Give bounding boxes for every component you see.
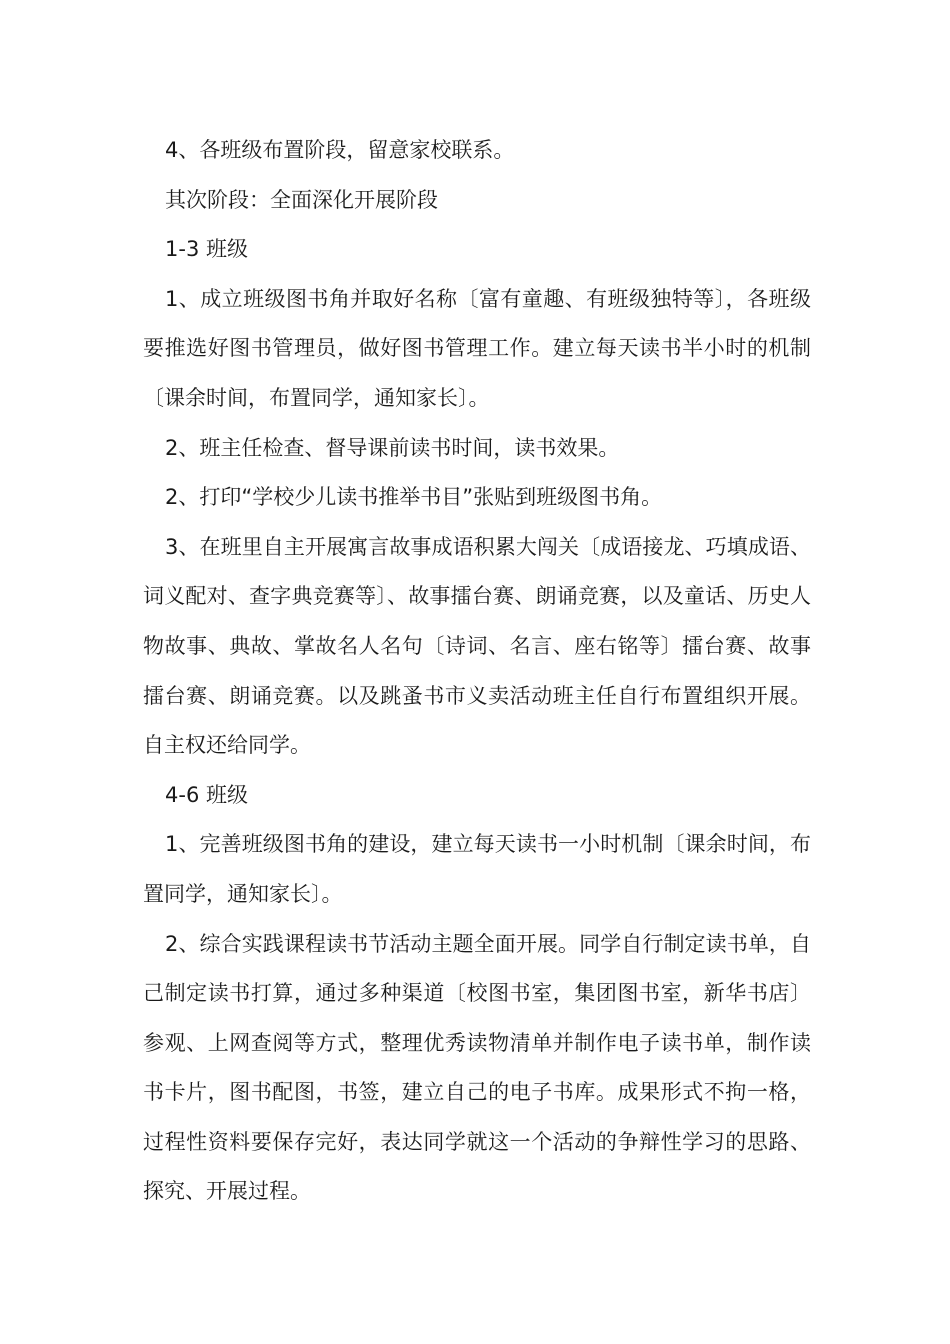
paragraph-book-corner: 1、成立班级图书角并取好名称〔富有童趣、有班级独特等〕，各班级要推选好图书管理员，做好图书管理工作。建立每天读书半小时的机制〔课余时间，布置同学，通知家长〕。 [143, 286, 811, 410]
heading-grades-4-6: 4-6 班级 [165, 782, 248, 807]
paragraph-improve-book-corner: 1、完善班级图书角的建设，建立每天读书一小时机制〔课余时间，布置同学，通知家长〕。 [143, 832, 811, 906]
paragraph-idiom-contest: 3、在班里自主开展寓言故事成语积累大闯关〔成语接龙、巧填成语、词义配对、查字典竞赛等〕、故事擂台赛、朗诵竞赛，以及童话、历史人物故事、典故、掌故名人名句〔诗词、名言、座右铭等〕擂台赛、故事擂台赛、朗诵竞赛。以及跳蚤书市义卖活动班主任自行布置组织开展。自主权还给同学。 [143, 534, 811, 758]
heading-second-stage: 其次阶段：全面深化开展阶段 [165, 187, 438, 212]
paragraph-stage-arrangement: 4、各班级布置阶段，留意家校联系。 [165, 138, 515, 162]
paragraph-teacher-check: 2、班主任检查、督导课前读书时间，读书效果。 [165, 435, 620, 460]
paragraph-practice-course: 2、综合实践课程读书节活动主题全面开展。同学自行制定读书单，自己制定读书打算，通过多种渠道〔校图书室，集团图书室，新华书店〕参观、上网查阅等方式，整理优秀读物清单并制作电子读书单，制作读书卡片，图书配图，书签，建立自己的电子书库。成果形式不拘一格，过程性资料要保存完好，表达同学就这一个活动的争辩性学习的思路、探究、开展过程。 [143, 931, 811, 1204]
heading-grades-1-3: 1-3 班级 [165, 237, 248, 262]
document-body [143, 126, 811, 1217]
paragraph-print-booklist: 2、打印“学校少儿读书推举书目”张贴到班级图书角。 [165, 485, 663, 510]
